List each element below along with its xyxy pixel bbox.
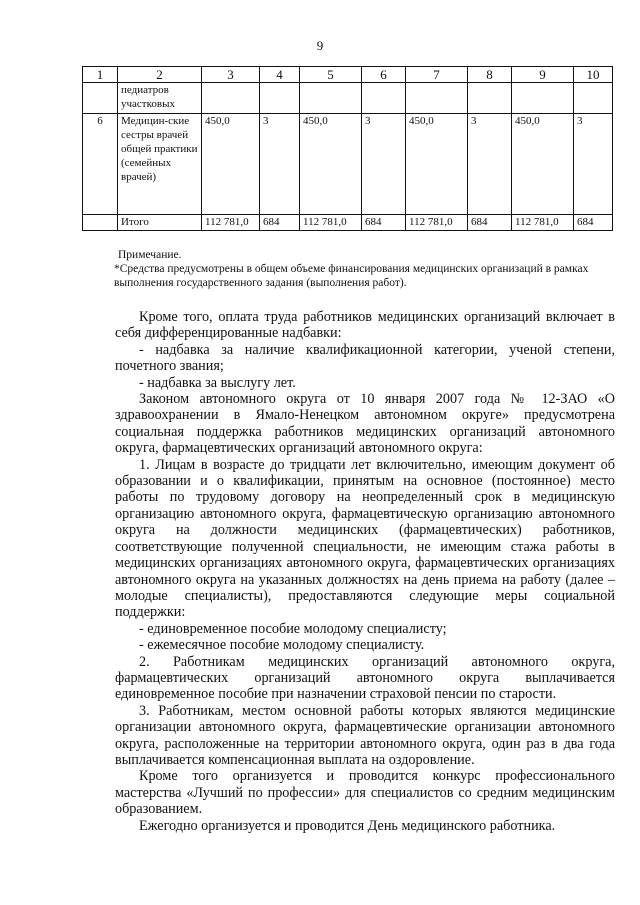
header-cell: 5 (300, 67, 362, 83)
paragraph: - ежемесячное пособие молодому специалисту. (139, 637, 425, 654)
note-title: Примечание. (118, 249, 182, 261)
value-cell: 3 (362, 114, 406, 215)
header-cell: 3 (202, 67, 260, 83)
row-title-cell: педиатров участковых (118, 83, 202, 114)
value-cell: 112 781,0 (300, 215, 362, 231)
value-cell: 684 (260, 215, 300, 231)
value-cell: 112 781,0 (406, 215, 468, 231)
header-cell: 7 (406, 67, 468, 83)
paragraph: - надбавка за выслугу лет. (139, 374, 296, 391)
value-cell (574, 83, 613, 114)
value-cell: 112 781,0 (512, 215, 574, 231)
value-cell (406, 83, 468, 114)
header-cell: 2 (118, 67, 202, 83)
value-cell: 450,0 (406, 114, 468, 215)
value-cell (512, 83, 574, 114)
value-cell: 450,0 (300, 114, 362, 215)
data-table (82, 66, 613, 231)
page-number: 9 (316, 38, 324, 53)
value-cell: 684 (574, 215, 613, 231)
note-text: *Средства предусмотрены в общем объеме финансирования медицинских организаций в рамках выполнения государственного задания (выполнения работ). (114, 263, 589, 289)
body-text (115, 309, 615, 834)
table-row (83, 114, 613, 215)
value-cell (468, 83, 512, 114)
header-cell: 10 (574, 67, 613, 83)
header-cell: 4 (260, 67, 300, 83)
table-header-row (83, 67, 613, 83)
paragraph: Законом автономного округа от 10 января 2007 года № 12-ЗАО «О здравоохранении в Ямало-Ненецком автономном округе» предусмотрена социальная поддержка работников медицинских организаций автономного округа, фармацевтических организаций автономного округа: (115, 391, 615, 457)
paragraph: 3. Работникам, местом основной работы которых являются медицинские организации автономного округа, фармацевтические организации автономного округа, расположенные на территории автономного округа, один раз в два года выплачивается компенсационная выплата на оздоровление. (115, 702, 615, 768)
value-cell (260, 83, 300, 114)
paragraph: 1. Лицам в возрасте до тридцати лет включительно, имеющим документ об образовании и о квалификации, принятым на основное (постоянное) место работы по трудовому договору на неопределенный срок в медицинскую организацию автономного округа, фармацевтическую организацию автономного округа на должности медицинских (фармацевтических) работников, соответствующие полученной специальности, не имеющим стажа работы в медицинских организациях автономного округа, фармацевтических организациях автономного округа на указанных должностях на день приема на работу (далее – молодые специалисты), предоставляются следующие меры социальной поддержки: (115, 456, 615, 621)
header-cell: 6 (362, 67, 406, 83)
value-cell: 684 (362, 215, 406, 231)
value-cell (362, 83, 406, 114)
value-cell: 450,0 (202, 114, 260, 215)
paragraph: - надбавка за наличие квалификационной категории, ученой степени, почетного звания; (115, 341, 615, 375)
row-number-cell (83, 83, 118, 114)
table-note (114, 248, 618, 290)
header-cell: 8 (468, 67, 512, 83)
value-cell: 3 (260, 114, 300, 215)
paragraph: 2. Работникам медицинских организаций автономного округа, фармацевтических организаций автономного округа выплачивается единовременное пособие при назначении страховой пенсии по старости. (115, 653, 615, 703)
paragraph: - единовременное пособие молодому специалисту; (139, 620, 447, 637)
table-total-row (83, 215, 613, 231)
paragraph: Кроме того организуется и проводится конкурс профессионального мастерства «Лучший по профессии» для специалистов со средним медицинским образованием. (115, 768, 615, 818)
paragraph: Ежегодно организуется и проводится День медицинского работника. (139, 817, 556, 834)
table-row (83, 83, 613, 114)
value-cell: 3 (468, 114, 512, 215)
row-title-cell: Медицин-ские сестры врачей общей практики (семейных врачей) (118, 114, 202, 215)
row-number-cell: 6 (83, 114, 118, 215)
value-cell: 112 781,0 (202, 215, 260, 231)
value-cell: 450,0 (512, 114, 574, 215)
value-cell: 3 (574, 114, 613, 215)
value-cell (300, 83, 362, 114)
row-title-cell: Итого (118, 215, 202, 231)
header-cell: 9 (512, 67, 574, 83)
paragraph: Кроме того, оплата труда работников медицинских организаций включает в себя дифференцированные надбавки: (115, 309, 615, 342)
value-cell: 684 (468, 215, 512, 231)
row-number-cell (83, 215, 118, 231)
header-cell: 1 (83, 67, 118, 83)
value-cell (202, 83, 260, 114)
